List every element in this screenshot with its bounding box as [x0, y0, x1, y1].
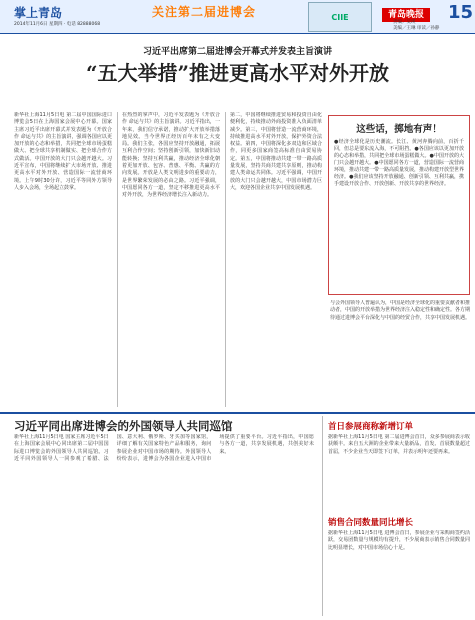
quotes-box-body: ●经济全球化是历史潮流。长江、黄河奔腾向前，百折千回，但总是要东流入海，不可阻挡。●各国应该以更加开放的心态和举措，共同把全球市场蛋糕做大。●中国开放的大门只会越开越大。●中国愿同各方一道，营造国际一流营商环境，推动共建一带一路高质量发展，推动构建开放型世界经济。●我们应该坚持开放融通、创新引领、互利共赢，携手建设开放合作、开放创新、开放共享的世界经济。: [334, 139, 465, 187]
editor-credits: 责编／吴瑛 美编／王琳 审读／孙静: [393, 20, 440, 31]
page-number: 15: [448, 2, 474, 23]
quotes-box-title[interactable]: 这些话，掷地有声！: [356, 124, 442, 135]
brief-body-2: 据新华社上海11月5日电 进博会首日，参展企业与采购商签约活跃，交易团数量与规模均有提升，不少展商表示销售合同数量同比明显增长，对中国市场信心十足。: [328, 530, 470, 551]
ciie-logo-box: CIIE: [308, 2, 372, 32]
brief-body-1: 据新华社上海11月5日电 第二届进博会首日，众多参展商表示收获颇丰。来自五大洲的企业带来大量新品，首发、首展数量超过首届，不少企业当天即签下订单，并表示明年还要再来。: [328, 434, 470, 455]
quotes-box: [328, 115, 470, 295]
lead-column-2: 在热烈的掌声中，习近平发表题为《开放合作 命运与共》的主旨演讲。习近平指出，一年来，我们信守承诺，推动扩大开放举措落地见效。当今世界正经历百年未有之大变局。我们主张，各国应坚持开放融通，拓展互利合作空间；坚持创新引领，加快新旧动能转换；坚持互利共赢，推动经济全球化朝着更加开放、包容、普惠、平衡、共赢的方向发展。开放是人类文明进步的重要动力，是世界繁荣发展的必由之路。习近平强调，中国愿同各方一道，坚定不移推进更高水平对外开放，为世界经济增长注入新动力。: [122, 112, 220, 199]
theme-banner: 关注第二届进博会: [152, 5, 257, 19]
column-divider: [225, 112, 226, 407]
sidebar-after-text: 与会外国领导人普遍认为，中国是经济全球化的重要贡献者和推动者，中国的开放举措为世界经济注入稳定性和确定性。各方期待通过进博会平台深化与中国的经贸合作，共享中国发展机遇。: [330, 300, 470, 321]
newspaper-brand: 青岛晚报: [382, 8, 430, 22]
section-divider: [0, 412, 475, 414]
brief-headline-1[interactable]: 首日参展商称新增订单: [328, 422, 414, 432]
dateline: 2014年11月6日 星期四 · 电话 82888068: [14, 22, 101, 27]
lead-column-1: 新华社上海11月5日电 第二届中国国际进口博览会5日在上海国家会展中心开幕。国家主席习近平出席开幕式并发表题为《开放合作 命运与共》的主旨演讲，强调各国应以更加开放的心态和举措，共同把全球市场蛋糕做大、把全球共享机制做实、把全球合作方式做活。中国开放的大门只会越开越大。习近平宣布，中国将继续扩大市场开放、推进更高水平对外开放、营造国际一流营商环境。上午9时30分许，习近平等同外方领导人步入会场，全场起立鼓掌。: [14, 112, 112, 191]
app-logo: 掌上青岛: [14, 6, 63, 20]
second-article-body: 新华社上海11月5日电 国家主席习近平5日在上海国家会展中心同出席第二届中国国际进口博览会的外国领导人共同巡馆。习近平同外国领导人一同参观了希腊、法国、意大利、俄罗斯、牙买加等国家馆，详细了解有关国家特色产品和服务，询问参展企业对中国市场的期待。外国领导人纷纷表示，进博会为各国企业进入中国市场提供了重要平台。习近平指出，中国愿与各方一道，共享发展机遇，共创美好未来。: [14, 434, 314, 462]
lead-column-3: 第二，中国将继续推进贸易和投资自由化便利化，持续推动外商投资准入负面清单减少。第三，中国将营造一流营商环境，持续推进高水平对外开放，保护外资合法权益。第四，中国将深化多双边和区域合作，同更多国家商签高标准自由贸易协定。第五，中国将推动共建一带一路高质量发展，坚持共商共建共享原则，推动构建人类命运共同体。习近平强调，中国开放的大门只会越开越大，中国市场潜力巨大，欢迎各国企业共享中国发展机遇。: [230, 112, 322, 191]
brief-headline-2[interactable]: 销售合同数量同比增长: [328, 518, 414, 528]
masthead: [0, 0, 475, 34]
second-headline[interactable]: 习近平同出席进博会的外国领导人共同巡馆: [14, 419, 233, 433]
column-divider: [322, 416, 323, 616]
column-divider: [117, 112, 118, 407]
lead-kicker: 习近平出席第二届进博会开幕式并发表主旨演讲: [142, 47, 332, 57]
lead-headline[interactable]: “五大举措”推进更高水平对外开放: [85, 61, 389, 85]
